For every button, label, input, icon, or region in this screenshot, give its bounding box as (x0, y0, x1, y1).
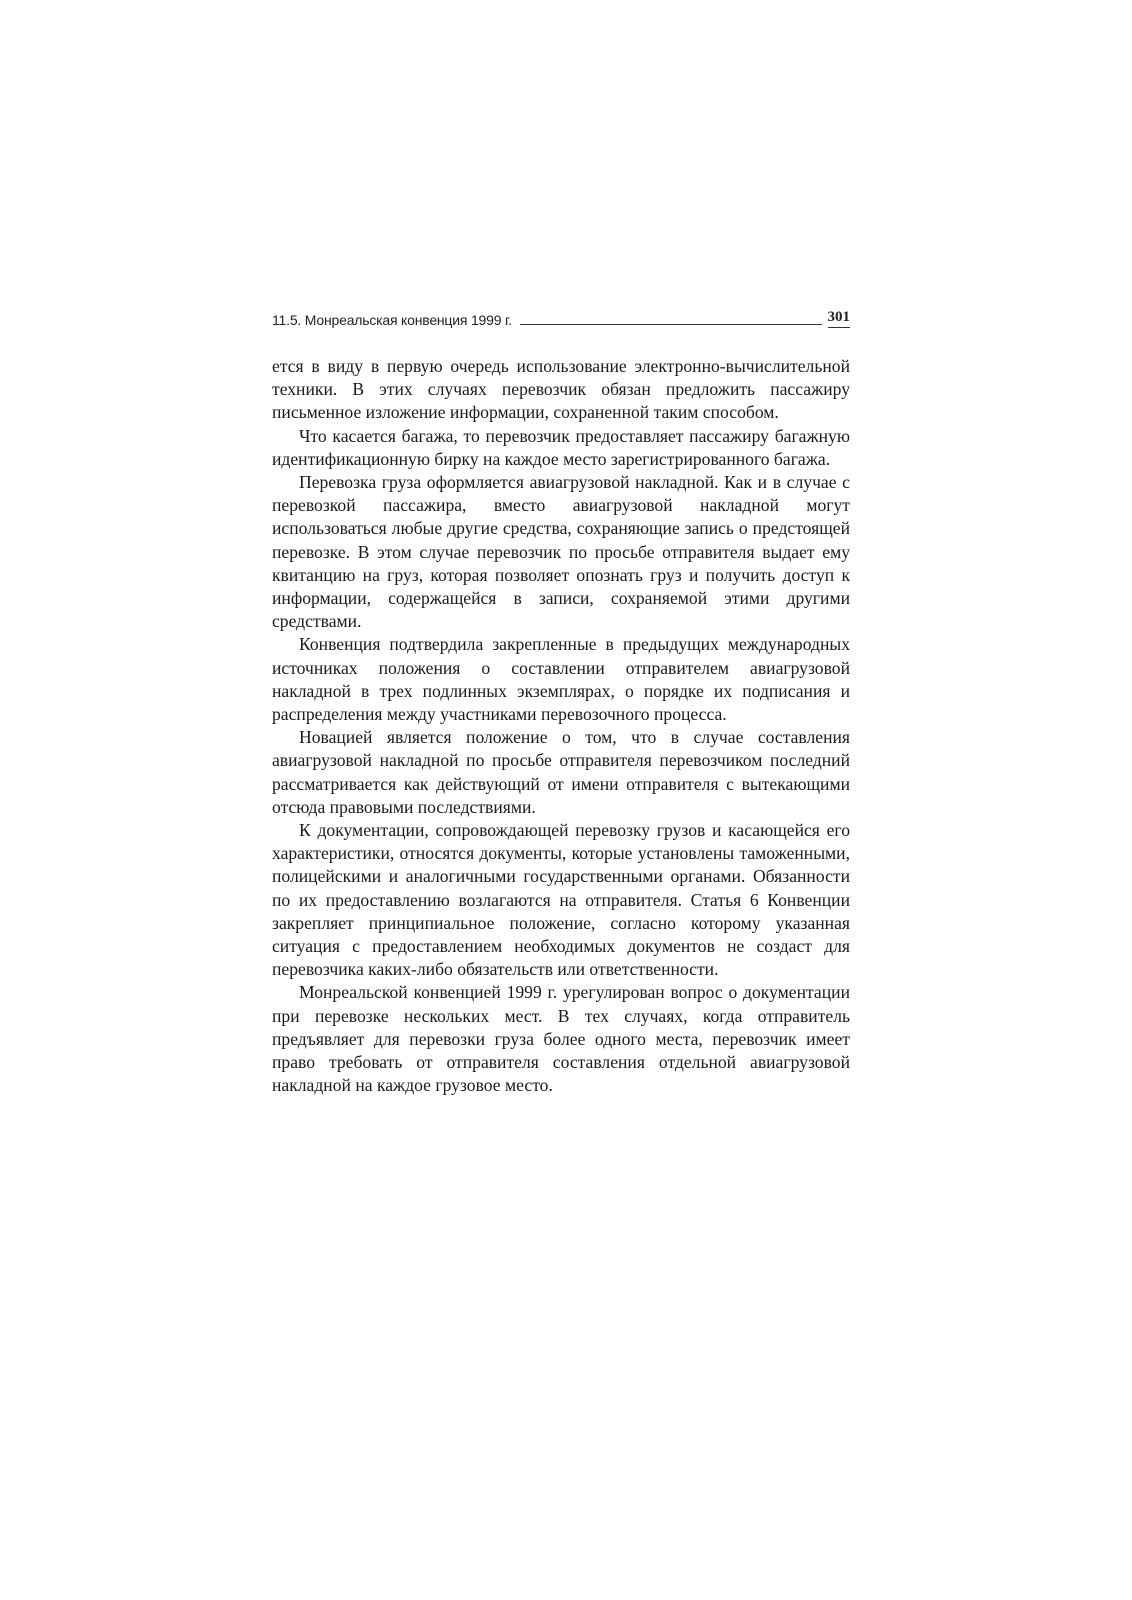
book-page (272, 306, 850, 1098)
body-text (272, 355, 850, 1098)
running-header (272, 306, 850, 328)
paragraph: Что касается багажа, то перевозчик предоставляет пассажиру багажную идентификационную бирку на каждое место зарегистрированного багажа. (272, 425, 850, 469)
paragraph: Монреальской конвенцией 1999 г. урегулирован вопрос о документации при перевозке нескольких мест. В тех случаях, когда отправитель предъявляет для перевозки груза более одного места, перевозчик имеет право требовать от отправителя составления отдельной авиагрузовой накладной на каждое грузовое место. (272, 982, 850, 1096)
paragraph: К документации, сопровождающей перевозку грузов и касающейся его характеристики, относятся документы, которые установлены таможенными, полицейскими и аналогичными государственными органами. Обязанности по их предоставлению возлагаются на отправителя. Статья 6 Конвенции закрепляет принципиальное положение, согласно которому указанная ситуация с предоставлением необходимых документов не создаст для перевозчика каких-либо обязательств или ответственности. (272, 820, 850, 980)
paragraph-continued: ется в виду в первую очередь использование электронно-вычислительной техники. В этих случаях перевозчик обязан предложить пассажиру письменное изложение информации, сохраненной таким способом. (272, 356, 850, 423)
paragraph: Конвенция подтвердила закрепленные в предыдущих международных источниках положения о составлении отправителем авиагрузовой накладной в трех подлинных экземплярах, о порядке их подписания и распределения между участниками перевозочного процесса. (272, 634, 850, 725)
header-rule (520, 324, 822, 325)
paragraph: Перевозка груза оформляется авиагрузовой накладной. Как и в случае с перевозкой пассажира, вместо авиагрузовой накладной могут использоваться любые другие средства, сохраняющие запись о предстоящей перевозке. В этом случае перевозчик по просьбе отправителя выдает ему квитанцию на груз, которая позволяет опознать груз и получить доступ к информации, содержащейся в записи, сохраняемой этими другими средствами. (272, 472, 850, 632)
section-title: 11.5. Монреальская конвенция 1999 г. (272, 312, 512, 328)
paragraph: Новацией является положение о том, что в случае составления авиагрузовой накладной по просьбе отправителя перевозчиком последний рассматривается как действующий от имени отправителя с вытекающими отсюда правовыми последствиями. (272, 727, 850, 817)
page-number: 301 (828, 309, 851, 328)
